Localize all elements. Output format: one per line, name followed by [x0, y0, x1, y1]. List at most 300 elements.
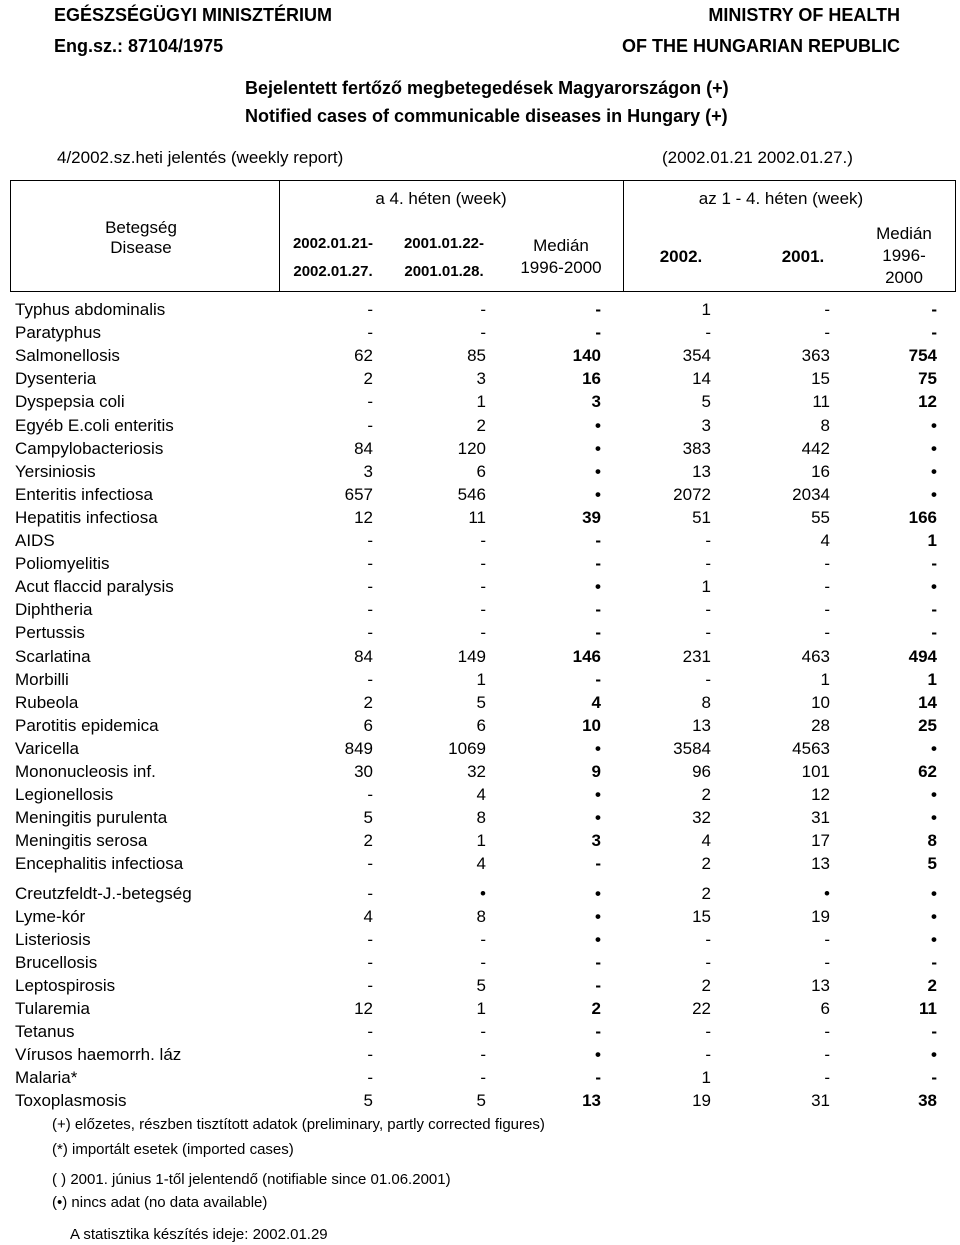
- disease-name: Brucellosis: [15, 952, 98, 972]
- cell-col6: -: [931, 554, 937, 574]
- cell-col4: 13: [692, 715, 711, 735]
- cell-col5: 15: [811, 369, 830, 389]
- table-row: [15, 506, 945, 529]
- table-row: [15, 783, 945, 806]
- cell-col6: 25: [918, 715, 937, 735]
- cell-col1: 62: [354, 346, 373, 366]
- cell-col3: -: [595, 669, 601, 689]
- table-row: [15, 737, 945, 760]
- cell-col4: 2: [701, 975, 711, 995]
- cell-col4: 22: [692, 999, 711, 1018]
- disease-name: Salmonellosis: [15, 346, 120, 366]
- cell-col4: 383: [682, 438, 711, 458]
- cell-col5: 55: [811, 507, 830, 527]
- cell-col4: 1: [701, 1068, 711, 1088]
- cell-col4: -: [705, 323, 711, 343]
- cell-col1: 6: [363, 715, 373, 735]
- footnote-imported: (*) importált esetek (imported cases): [52, 1141, 294, 1158]
- cell-col5: 4: [820, 531, 830, 550]
- cell-col4: 19: [692, 1091, 711, 1111]
- cell-col6: -: [931, 600, 937, 620]
- cell-col2: -: [480, 1022, 486, 1042]
- disease-name: Pertussis: [15, 623, 85, 643]
- cell-col4: -: [705, 531, 711, 550]
- table-row: [15, 829, 945, 852]
- table-row: [15, 974, 945, 997]
- cell-col4: 14: [692, 369, 711, 389]
- cell-col3: 9: [591, 762, 601, 781]
- cell-col6: 166: [908, 507, 937, 527]
- cell-col5: 10: [811, 692, 830, 712]
- table-row: [15, 806, 945, 829]
- cell-col2: 4: [476, 785, 486, 805]
- cell-col5: -: [824, 323, 830, 343]
- disease-name: Varicella: [15, 738, 79, 758]
- disease-name: Parotitis epidemica: [15, 715, 159, 735]
- disease-name: Legionellosis: [15, 785, 114, 805]
- table-row: [15, 552, 945, 575]
- cell-col2: 32: [467, 762, 486, 781]
- disease-name: Egyéb E.coli enteritis: [15, 415, 174, 435]
- cell-col3: -: [595, 600, 601, 620]
- cell-col1: -: [367, 531, 373, 550]
- cell-col4: 5: [701, 392, 711, 412]
- cell-col2: 85: [467, 346, 486, 366]
- table-row: [15, 298, 945, 321]
- cell-col3: 4: [591, 692, 601, 712]
- cell-col2: •: [480, 883, 486, 903]
- disease-name: Enteritis infectiosa: [15, 484, 153, 504]
- cell-col4: 51: [692, 507, 711, 527]
- group-cumulative-header: az 1 - 4. héten (week): [698, 189, 864, 208]
- table-row: [15, 321, 945, 344]
- cell-col3: •: [595, 906, 601, 926]
- cell-col6: 11: [919, 999, 937, 1018]
- disease-name: Acut flaccid paralysis: [15, 577, 174, 597]
- cell-col2: 1: [476, 831, 486, 851]
- cell-col5: -: [824, 929, 830, 949]
- title-hu: Bejelentett fertőző megbetegedések Magyarországon (+): [245, 78, 729, 98]
- cell-col1: -: [367, 669, 373, 689]
- cell-col1: -: [367, 883, 373, 903]
- cell-col4: -: [705, 669, 711, 689]
- disease-name: Scarlatina: [15, 646, 91, 666]
- cell-col1: 2: [363, 831, 373, 851]
- cell-col2: -: [480, 300, 486, 319]
- cell-col3: 39: [582, 507, 601, 527]
- cell-col4: 96: [692, 762, 711, 781]
- disease-name: Creutzfeldt-J.-betegség: [15, 883, 192, 903]
- col1-header-line1: 2002.01.21-: [292, 235, 374, 252]
- cell-col6: •: [931, 438, 937, 458]
- cell-col2: 8: [476, 808, 486, 828]
- table-row: [15, 1089, 945, 1112]
- cell-col2: -: [480, 1068, 486, 1088]
- cell-col2: 5: [476, 692, 486, 712]
- cell-col5: 13: [811, 854, 830, 874]
- cell-col3: •: [595, 461, 601, 481]
- title-en: Notified cases of communicable diseases in Hungary (+): [245, 106, 728, 126]
- disease-name: Poliomyelitis: [15, 554, 110, 574]
- cell-col5: -: [824, 577, 830, 597]
- col6-header-line3: 2000: [885, 268, 923, 287]
- disease-name: Campylobacteriosis: [15, 438, 164, 458]
- cell-col2: -: [480, 577, 486, 597]
- table-row: [15, 645, 945, 668]
- cell-col1: -: [367, 785, 373, 805]
- cell-col5: -: [824, 623, 830, 643]
- table-row: [15, 390, 945, 413]
- cell-col1: 849: [344, 738, 373, 758]
- table-row: [15, 483, 945, 506]
- cell-col6: -: [931, 952, 937, 972]
- cell-col2: -: [480, 323, 486, 343]
- cell-col3: •: [595, 484, 601, 504]
- cell-col1: 84: [354, 438, 373, 458]
- cell-col1: 4: [363, 906, 373, 926]
- table-row: [15, 691, 945, 714]
- cell-col5: 28: [811, 715, 830, 735]
- col3-header-line1: Medián: [533, 236, 589, 255]
- cell-col1: 30: [354, 762, 373, 781]
- cell-col2: -: [480, 531, 486, 550]
- cell-col3: •: [595, 929, 601, 949]
- disease-name: Mononucleosis inf.: [15, 762, 156, 781]
- cell-col4: -: [705, 952, 711, 972]
- cell-col2: -: [480, 623, 486, 643]
- col6-header-line2: 1996-: [882, 246, 926, 265]
- cell-col2: 3: [476, 369, 486, 389]
- table-row: [15, 460, 945, 483]
- table-row: [15, 997, 945, 1020]
- cell-col2: 5: [476, 1091, 486, 1111]
- cell-col3: 13: [582, 1091, 601, 1111]
- cell-col5: 19: [811, 906, 830, 926]
- col2-header-line1: 2001.01.22-: [403, 235, 485, 252]
- cell-col3: -: [595, 623, 601, 643]
- table-row: [15, 414, 945, 437]
- cell-col1: -: [367, 854, 373, 874]
- cell-col3: -: [595, 952, 601, 972]
- cell-col6: -: [931, 1068, 937, 1088]
- cell-col2: -: [480, 600, 486, 620]
- cell-col2: 6: [476, 715, 486, 735]
- cell-col4: 1: [701, 577, 711, 597]
- table-row: [15, 951, 945, 974]
- footnote-preliminary: (+) előzetes, részben tisztított adatok (preliminary, partly corrected figures): [52, 1116, 545, 1133]
- disease-name: Malaria*: [15, 1068, 78, 1088]
- disease-name: Listeriosis: [15, 929, 91, 949]
- cell-col2: 6: [476, 461, 486, 481]
- cell-col5: -: [824, 1045, 830, 1065]
- disease-name: Tetanus: [15, 1022, 75, 1042]
- ministry-name-en: MINISTRY OF HEALTH: [708, 5, 900, 25]
- cell-col2: 1069: [448, 738, 486, 758]
- table-row: [15, 1043, 945, 1066]
- cell-col4: 8: [701, 692, 711, 712]
- cell-col1: -: [367, 1022, 373, 1042]
- cell-col6: 8: [927, 831, 937, 851]
- cell-col5: 13: [811, 975, 830, 995]
- cell-col6: •: [931, 738, 937, 758]
- cell-col2: 11: [468, 507, 486, 527]
- cell-col4: 3584: [673, 738, 711, 758]
- cell-col6: 75: [918, 369, 937, 389]
- cell-col6: •: [931, 577, 937, 597]
- cell-col6: 1: [927, 531, 937, 550]
- cell-col3: 16: [582, 369, 601, 389]
- cell-col5: 17: [811, 831, 830, 851]
- col6-header-line1: Medián: [876, 224, 932, 243]
- cell-col3: •: [595, 738, 601, 758]
- table-row: [15, 905, 945, 928]
- cell-col5: 1: [820, 669, 830, 689]
- cell-col6: -: [931, 300, 937, 319]
- cell-col6: 12: [918, 392, 937, 412]
- table-row: [15, 1020, 945, 1043]
- col1-header-line2: 2002.01.27.: [293, 263, 373, 280]
- cell-col1: -: [367, 392, 373, 412]
- cell-col5: 6: [820, 999, 830, 1018]
- cell-col4: 3: [701, 415, 711, 435]
- cell-col5: 31: [811, 1091, 830, 1111]
- cell-col5: -: [824, 952, 830, 972]
- disease-name: Lyme-kór: [15, 906, 86, 926]
- cell-col5: 11: [812, 392, 830, 412]
- disease-name: Dyspepsia coli: [15, 392, 125, 412]
- cell-col6: •: [931, 484, 937, 504]
- disease-name: Leptospirosis: [15, 975, 116, 995]
- footnote-notifiable: ( ) 2001. június 1-től jelentendő (notifiable since 01.06.2001): [52, 1171, 451, 1188]
- cell-col3: 10: [582, 715, 601, 735]
- cell-col5: 4563: [792, 738, 830, 758]
- cell-col1: 3: [363, 461, 373, 481]
- table-row: [15, 760, 945, 783]
- cell-col1: -: [367, 323, 373, 343]
- disease-name: Hepatitis infectiosa: [15, 507, 158, 527]
- cell-col2: 1: [476, 392, 486, 412]
- cell-col4: 13: [692, 461, 711, 481]
- disease-name: Meningitis serosa: [15, 831, 148, 851]
- cell-col6: 14: [918, 692, 937, 712]
- cell-col2: 120: [457, 438, 486, 458]
- cell-col1: 2: [363, 369, 373, 389]
- disease-name: Yersiniosis: [15, 461, 96, 481]
- cell-col4: 2072: [673, 484, 711, 504]
- disease-name: Vírusos haemorrh. láz: [15, 1045, 182, 1065]
- table-row: [15, 621, 945, 644]
- cell-col6: •: [931, 415, 937, 435]
- cell-col6: 1: [927, 669, 937, 689]
- cell-col4: 15: [692, 906, 711, 926]
- cell-col4: -: [705, 554, 711, 574]
- cell-col3: -: [595, 300, 601, 319]
- table-row: [15, 575, 945, 598]
- table-row: [15, 882, 945, 905]
- cell-col1: -: [367, 929, 373, 949]
- cell-col3: -: [595, 854, 601, 874]
- cell-col4: -: [705, 1022, 711, 1042]
- cell-col5: 16: [811, 461, 830, 481]
- cell-col3: 140: [572, 346, 601, 366]
- cell-col2: -: [480, 952, 486, 972]
- cell-col2: 5: [476, 975, 486, 995]
- table-row: [15, 598, 945, 621]
- cell-col1: -: [367, 1045, 373, 1065]
- cell-col4: 2: [701, 785, 711, 805]
- cell-col4: -: [705, 1045, 711, 1065]
- cell-col6: •: [931, 1045, 937, 1065]
- cell-col2: 546: [457, 484, 486, 504]
- cell-col5: -: [824, 300, 830, 319]
- col2-header-line2: 2001.01.28.: [404, 263, 484, 280]
- cell-col1: -: [367, 415, 373, 435]
- cell-col4: 231: [682, 646, 711, 666]
- cell-col2: 1: [476, 669, 486, 689]
- cell-col6: 494: [908, 646, 937, 666]
- cell-col1: 657: [344, 484, 373, 504]
- cell-col3: -: [595, 554, 601, 574]
- cell-col1: 5: [363, 808, 373, 828]
- cell-col6: -: [931, 623, 937, 643]
- disease-name: Diphtheria: [15, 600, 93, 620]
- cell-col6: •: [931, 785, 937, 805]
- cell-col2: 2: [476, 415, 486, 435]
- disease-name: Toxoplasmosis: [15, 1091, 127, 1111]
- table-row: [15, 344, 945, 367]
- cell-col5: -: [824, 554, 830, 574]
- group-week-header: a 4. héten (week): [375, 189, 507, 208]
- cell-col3: •: [595, 577, 601, 597]
- table-row: [15, 928, 945, 951]
- cell-col3: •: [595, 883, 601, 903]
- cell-col3: -: [595, 531, 601, 550]
- cell-col6: 754: [908, 346, 937, 366]
- cell-col3: •: [595, 808, 601, 828]
- cell-col3: •: [595, 1045, 601, 1065]
- cell-col5: 442: [801, 438, 830, 458]
- cell-col2: -: [480, 929, 486, 949]
- disease-name: Typhus abdominalis: [15, 300, 166, 319]
- cell-col3: 3: [591, 831, 601, 851]
- cell-col6: •: [931, 883, 937, 903]
- cell-col6: -: [931, 323, 937, 343]
- disease-name: Tularemia: [15, 999, 90, 1018]
- disease-name: Paratyphus: [15, 323, 101, 343]
- cell-col5: -: [824, 600, 830, 620]
- table-row: [15, 367, 945, 390]
- cell-col6: -: [931, 1022, 937, 1042]
- cell-col3: 146: [572, 646, 601, 666]
- cell-col4: -: [705, 623, 711, 643]
- cell-col3: -: [595, 323, 601, 343]
- cell-col1: 12: [354, 507, 373, 527]
- cell-col4: -: [705, 600, 711, 620]
- column-header-box: [10, 180, 956, 292]
- disease-header-en: Disease: [110, 238, 172, 257]
- cell-col4: 2: [701, 854, 711, 874]
- cell-col5: 31: [811, 808, 830, 828]
- cell-col1: 12: [354, 999, 373, 1018]
- table-row: [15, 714, 945, 737]
- disease-name: Rubeola: [15, 692, 79, 712]
- header-divider-1: [279, 181, 280, 291]
- cell-col2: 4: [476, 854, 486, 874]
- cell-col3: •: [595, 785, 601, 805]
- cell-col1: 84: [354, 646, 373, 666]
- cell-col6: •: [931, 461, 937, 481]
- cell-col5: 101: [801, 762, 830, 781]
- table-row: [15, 437, 945, 460]
- cell-col3: -: [595, 975, 601, 995]
- table-row: [15, 1066, 945, 1089]
- table-row: [15, 529, 945, 552]
- table-row: [15, 852, 945, 875]
- ministry-name-hu: EGÉSZSÉGÜGYI MINISZTÉRIUM: [54, 5, 333, 25]
- cell-col1: -: [367, 554, 373, 574]
- col5-header: 2001.: [781, 247, 825, 266]
- cell-col5: •: [824, 883, 830, 903]
- cell-col3: 3: [591, 392, 601, 412]
- cell-col3: 2: [591, 999, 601, 1018]
- cell-col1: -: [367, 975, 373, 995]
- cell-col4: 32: [692, 808, 711, 828]
- disease-name: AIDS: [15, 531, 55, 550]
- cell-col1: -: [367, 952, 373, 972]
- report-label: 4/2002.sz.heti jelentés (weekly report): [57, 148, 344, 167]
- cell-col1: -: [367, 623, 373, 643]
- cell-col4: 2: [701, 883, 711, 903]
- cell-col1: -: [367, 300, 373, 319]
- cell-col3: -: [595, 1068, 601, 1088]
- cell-col1: -: [367, 577, 373, 597]
- cell-col6: 2: [927, 975, 937, 995]
- cell-col2: 149: [457, 646, 486, 666]
- cell-col6: •: [931, 906, 937, 926]
- cell-col5: 363: [801, 346, 830, 366]
- col4-header: 2002.: [659, 247, 703, 266]
- cell-col2: 1: [476, 999, 486, 1018]
- cell-col4: 354: [682, 346, 711, 366]
- cell-col6: 62: [918, 762, 937, 781]
- footnote-no-data: (•) nincs adat (no data available): [52, 1194, 268, 1211]
- disease-name: Morbilli: [15, 669, 69, 689]
- table-row: [15, 668, 945, 691]
- cell-col3: -: [595, 1022, 601, 1042]
- cell-col4: 4: [701, 831, 711, 851]
- cell-col1: 5: [363, 1091, 373, 1111]
- cell-col2: 8: [476, 906, 486, 926]
- cell-col5: 8: [820, 415, 830, 435]
- cell-col4: 1: [701, 300, 711, 319]
- cell-col2: -: [480, 1045, 486, 1065]
- cell-col6: •: [931, 808, 937, 828]
- registration-number: Eng.sz.: 87104/1975: [54, 36, 224, 56]
- cell-col1: -: [367, 1068, 373, 1088]
- cell-col6: •: [931, 929, 937, 949]
- cell-col5: 12: [811, 785, 830, 805]
- col3-header-line2: 1996-2000: [520, 258, 602, 277]
- disease-name: Dysenteria: [15, 369, 97, 389]
- cell-col1: -: [367, 600, 373, 620]
- cell-col5: 463: [801, 646, 830, 666]
- cell-col6: 38: [918, 1091, 937, 1111]
- cell-col3: •: [595, 415, 601, 435]
- disease-name: Meningitis purulenta: [15, 808, 168, 828]
- cell-col1: 2: [363, 692, 373, 712]
- header-divider-2: [623, 181, 624, 291]
- cell-col2: -: [480, 554, 486, 574]
